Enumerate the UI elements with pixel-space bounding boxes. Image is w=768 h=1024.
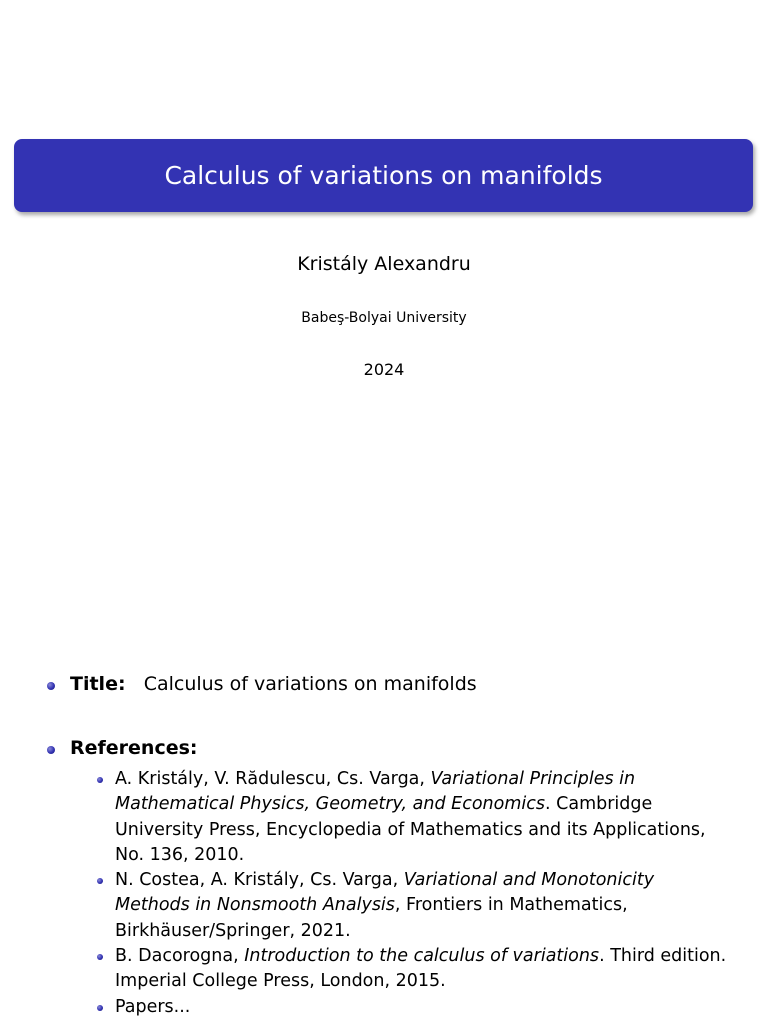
reference-text: Variational and Monotonicity <box>403 870 655 891</box>
reference-line <box>115 792 755 817</box>
reference-item <box>115 868 755 944</box>
reference-text: A. Kristály, V. Rădulescu, Cs. Varga, <box>115 769 431 789</box>
bullet-icon <box>47 682 55 690</box>
reference-text: N. Costea, A. Kristály, Cs. Varga, <box>115 870 404 891</box>
title-label: Title: <box>70 673 126 695</box>
reference-line <box>115 868 755 893</box>
reference-item <box>115 995 755 1020</box>
reference-line <box>115 767 755 792</box>
reference-line <box>115 969 755 994</box>
references-label: References: <box>70 737 198 759</box>
bullet-icon <box>47 746 55 754</box>
references-list <box>115 767 755 1020</box>
reference-line <box>115 944 755 969</box>
reference-text: Birkhäuser/Springer, 2021. <box>115 920 351 941</box>
title-banner <box>14 139 753 212</box>
reference-text: . Cambridge <box>545 794 653 815</box>
reference-text: . Third edition. <box>599 946 727 967</box>
sub-bullet-icon <box>97 878 103 884</box>
reference-text: University Press, Encyclopedia of Mathematics and its Applications, <box>115 819 706 840</box>
reference-line <box>115 893 755 918</box>
reference-text: Introduction to the calculus of variations <box>244 946 600 967</box>
slide-title: Calculus of variations on manifolds <box>164 161 603 190</box>
reference-item <box>115 767 755 868</box>
sub-bullet-icon <box>97 1005 103 1011</box>
reference-text: No. 136, 2010. <box>115 844 245 865</box>
reference-text: B. Dacorogna, <box>115 946 245 967</box>
reference-text: Papers... <box>115 996 191 1017</box>
author-name: Kristály Alexandru <box>297 253 471 275</box>
title-value: Calculus of variations on manifolds <box>143 673 477 695</box>
reference-text: Variational Principles in <box>430 769 636 789</box>
reference-text: Mathematical Physics, Geometry, and Economics <box>115 794 545 815</box>
reference-line <box>115 919 755 944</box>
sub-bullet-icon <box>97 777 103 783</box>
reference-item <box>115 944 755 995</box>
reference-line <box>115 995 755 1020</box>
institute-name: Babeş-Bolyai University <box>301 310 467 326</box>
title-item <box>70 673 477 695</box>
reference-text: Imperial College Press, London, 2015. <box>115 971 446 992</box>
slide-date: 2024 <box>363 360 405 379</box>
references-item <box>70 737 198 759</box>
reference-text: Methods in Nonsmooth Analysis <box>115 895 395 916</box>
sub-bullet-icon <box>97 954 103 960</box>
reference-line <box>115 818 755 843</box>
reference-line <box>115 843 755 868</box>
reference-text: , Frontiers in Mathematics, <box>394 895 628 916</box>
